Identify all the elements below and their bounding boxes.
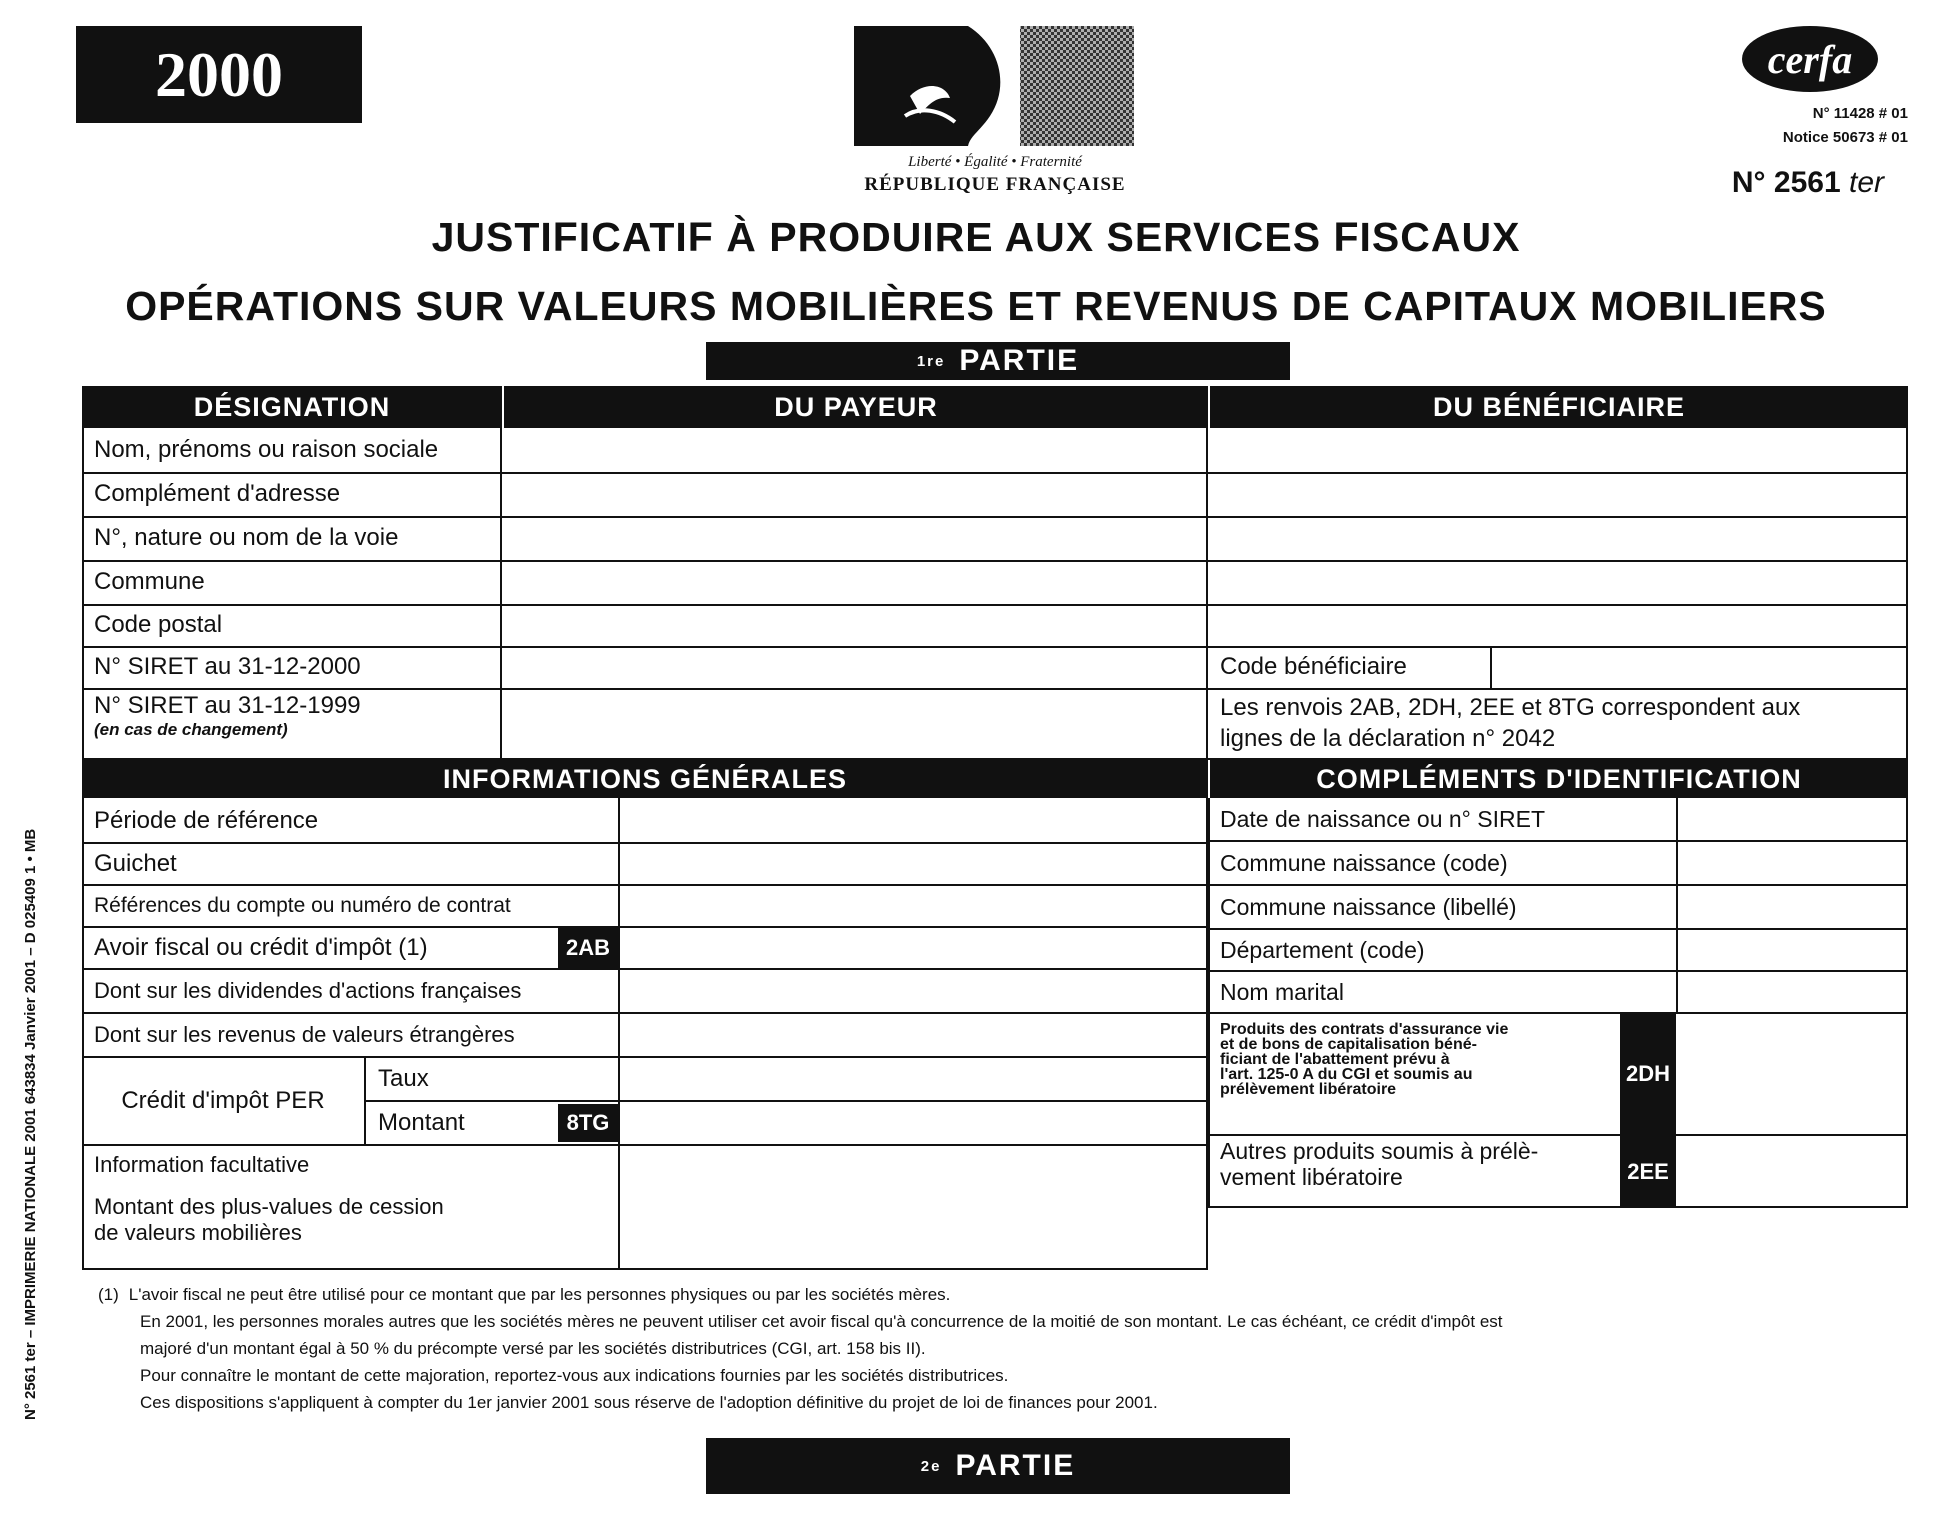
row-label-departement: Département (code)	[1220, 936, 1425, 963]
tag-2ab: 2AB	[558, 928, 618, 968]
part-1-bar	[706, 342, 1290, 380]
row-label-voie: N°, nature ou nom de la voie	[94, 524, 399, 551]
credit-per-label: Crédit d'impôt PER	[121, 1087, 325, 1114]
siret-change-note: (en cas de changement)	[94, 720, 288, 739]
autres-produits-field[interactable]	[1678, 1136, 1906, 1206]
beneficiaire-voie-field[interactable]	[1208, 518, 1908, 560]
beneficiaire-nom-field[interactable]	[1208, 430, 1908, 472]
cerfa-number: N° 11428 # 01	[1812, 105, 1908, 122]
row-label-avoir: Avoir fiscal ou crédit d'impôt (1)	[94, 934, 428, 961]
produits-line-2: et de bons de capitalisation béné-	[1220, 1036, 1477, 1053]
produits-line-3: ficiant de l'abattement prévu à	[1220, 1051, 1450, 1068]
renvois-note-line-1: Les renvois 2AB, 2DH, 2EE et 8TG correspondent aux	[1220, 694, 1801, 721]
form-number-suffix: ter	[1848, 166, 1884, 199]
plus-values-field[interactable]	[620, 1146, 1206, 1268]
title-line-2: OPÉRATIONS SUR VALEURS MOBILIÈRES ET REVENUS DE CAPITAUX MOBILIERS	[125, 283, 1827, 329]
plus-values-label-1: Montant des plus-values de cession	[94, 1194, 444, 1219]
montant-field[interactable]	[620, 1102, 1206, 1144]
produits-line-4: l'art. 125-0 A du CGI et soumis au	[1220, 1066, 1473, 1083]
row-label-dividendes: Dont sur les dividendes d'actions françaises	[94, 978, 522, 1003]
header-beneficiaire: DU BÉNÉFICIAIRE	[1208, 386, 1908, 428]
payeur-siret-1999-field[interactable]	[502, 690, 1206, 758]
year-box	[76, 26, 362, 123]
footnote-line-5: Ces dispositions s'appliquent à compter du 1er janvier 2001 sous réserve de l'adoption définitive du projet de loi de finances pour 2001.	[140, 1393, 1158, 1412]
part-2-label: PARTIE	[955, 1449, 1076, 1482]
guichet-field[interactable]	[620, 844, 1206, 884]
part-2-bar	[706, 1438, 1290, 1494]
row-label-valeurs-etrangeres: Dont sur les revenus de valeurs étrangères	[94, 1022, 515, 1047]
row-label-references: Références du compte ou numéro de contrat	[94, 894, 511, 917]
row-label-code-postal: Code postal	[94, 611, 223, 638]
row-label-nom-marital: Nom marital	[1220, 978, 1344, 1005]
periode-field[interactable]	[620, 800, 1206, 842]
tag-2dh: 2DH	[1620, 1014, 1676, 1134]
payeur-complement-field[interactable]	[502, 474, 1206, 516]
general-info-section	[82, 760, 1208, 1270]
autres-line-1: Autres produits soumis à prélè-	[1220, 1138, 1539, 1164]
marianne-logo	[850, 26, 1140, 196]
payeur-code-postal-field[interactable]	[502, 606, 1206, 646]
header-payeur: DU PAYEUR	[502, 386, 1208, 428]
footnotes	[98, 1281, 1918, 1416]
renvois-note	[1220, 692, 1900, 754]
row-label-date-naissance: Date de naissance ou n° SIRET	[1220, 805, 1545, 832]
part-1-label: PARTIE	[959, 344, 1080, 377]
year-label: 2000	[155, 38, 283, 110]
references-field[interactable]	[620, 886, 1206, 926]
taux-field[interactable]	[620, 1058, 1206, 1100]
row-label-commune-libelle: Commune naissance (libellé)	[1220, 893, 1517, 920]
valeurs-etrangeres-field[interactable]	[620, 1014, 1206, 1056]
payeur-voie-field[interactable]	[502, 518, 1206, 560]
part-1-number: 1re	[916, 352, 946, 370]
cerfa-logo	[1742, 26, 1878, 92]
identity-table	[82, 386, 1908, 760]
info-facultative-label: Information facultative	[94, 1152, 310, 1177]
title-line-1: JUSTIFICATIF À PRODUIRE AUX SERVICES FISCAUX	[431, 214, 1521, 260]
complements-header: COMPLÉMENTS D'IDENTIFICATION	[1208, 760, 1908, 798]
form-number-prefix: N° 2561	[1731, 166, 1841, 199]
payeur-commune-field[interactable]	[502, 562, 1206, 604]
facultative-labels	[94, 1152, 614, 1246]
tag-8tg: 8TG	[558, 1104, 618, 1142]
autres-produits-label	[1220, 1138, 1620, 1190]
notice-number: Notice 50673 # 01	[1782, 129, 1908, 146]
footnote-marker: (1)	[98, 1285, 119, 1304]
row-label-siret-1999: N° SIRET au 31-12-1999	[94, 692, 361, 719]
montant-label: Montant	[378, 1109, 465, 1136]
dividendes-field[interactable]	[620, 970, 1206, 1012]
tag-2ee: 2EE	[1620, 1136, 1676, 1208]
produits-line-1: Produits des contrats d'assurance vie	[1220, 1021, 1509, 1038]
complements-section	[1208, 760, 1908, 1208]
row-label-siret-2000: N° SIRET au 31-12-2000	[94, 653, 361, 680]
row-label-complement: Complément d'adresse	[94, 480, 341, 507]
row-label-commune-code: Commune naissance (code)	[1220, 849, 1508, 876]
complements-divider	[1676, 798, 1678, 1012]
produits-line-5: prélèvement libératoire	[1220, 1081, 1397, 1098]
header-designation: DÉSIGNATION	[82, 386, 502, 428]
payeur-siret-2000-field[interactable]	[502, 648, 1206, 688]
beneficiaire-complement-field[interactable]	[1208, 474, 1908, 516]
code-beneficiaire-label: Code bénéficiaire	[1220, 653, 1407, 680]
footnote-line-1: L'avoir fiscal ne peut être utilisé pour ce montant que par les personnes physiques ou par les sociétés mères.	[128, 1285, 951, 1304]
footnote-line-4: Pour connaître le montant de cette majoration, reportez-vous aux indications fournies par les sociétés distributrices.	[140, 1366, 1009, 1385]
siret-1999-label	[94, 692, 494, 756]
produits-assurance-label	[1212, 1018, 1618, 1101]
produits-assurance-field[interactable]	[1678, 1014, 1906, 1134]
taux-label: Taux	[378, 1065, 429, 1092]
row-label-periode: Période de référence	[94, 807, 319, 834]
beneficiaire-commune-field[interactable]	[1208, 562, 1908, 604]
payeur-nom-field[interactable]	[502, 430, 1206, 472]
beneficiaire-code-postal-field[interactable]	[1208, 606, 1908, 646]
row-label-guichet: Guichet	[94, 850, 177, 877]
avoir-field[interactable]	[620, 928, 1206, 968]
part-2-number: 2e	[920, 1457, 942, 1475]
plus-values-label-2: de valeurs mobilières	[94, 1220, 302, 1245]
cerfa-logo-text: cerfa	[1767, 36, 1853, 82]
autres-line-2: vement libératoire	[1220, 1164, 1403, 1190]
general-info-header: INFORMATIONS GÉNÉRALES	[82, 760, 1208, 798]
form-number	[1732, 166, 1884, 200]
row-label-commune: Commune	[94, 568, 205, 595]
side-margin-text: N° 2561 ter – IMPRIMERIE NATIONALE 2001 643834 Janvier 2001 – D 025409 1 • MB	[22, 828, 39, 1420]
republic-label: RÉPUBLIQUE FRANÇAISE	[864, 174, 1126, 195]
renvois-note-line-2: lignes de la déclaration n° 2042	[1220, 725, 1556, 752]
footnote-line-3: majoré d'un montant égal à 50 % du précompte versé par les sociétés distributrices (CGI, art. 158 bis II).	[140, 1339, 926, 1358]
code-beneficiaire-field[interactable]	[1492, 648, 1906, 686]
footnote-line-2: En 2001, les personnes morales autres que les sociétés mères ne peuvent utiliser cet avoir fiscal qu'à concurrence de la moitié de son montant. Le cas échéant, ce crédit d'impôt est	[140, 1312, 1503, 1331]
row-label-nom: Nom, prénoms ou raison sociale	[94, 436, 439, 463]
motto: Liberté • Égalité • Fraternité	[908, 154, 1082, 170]
